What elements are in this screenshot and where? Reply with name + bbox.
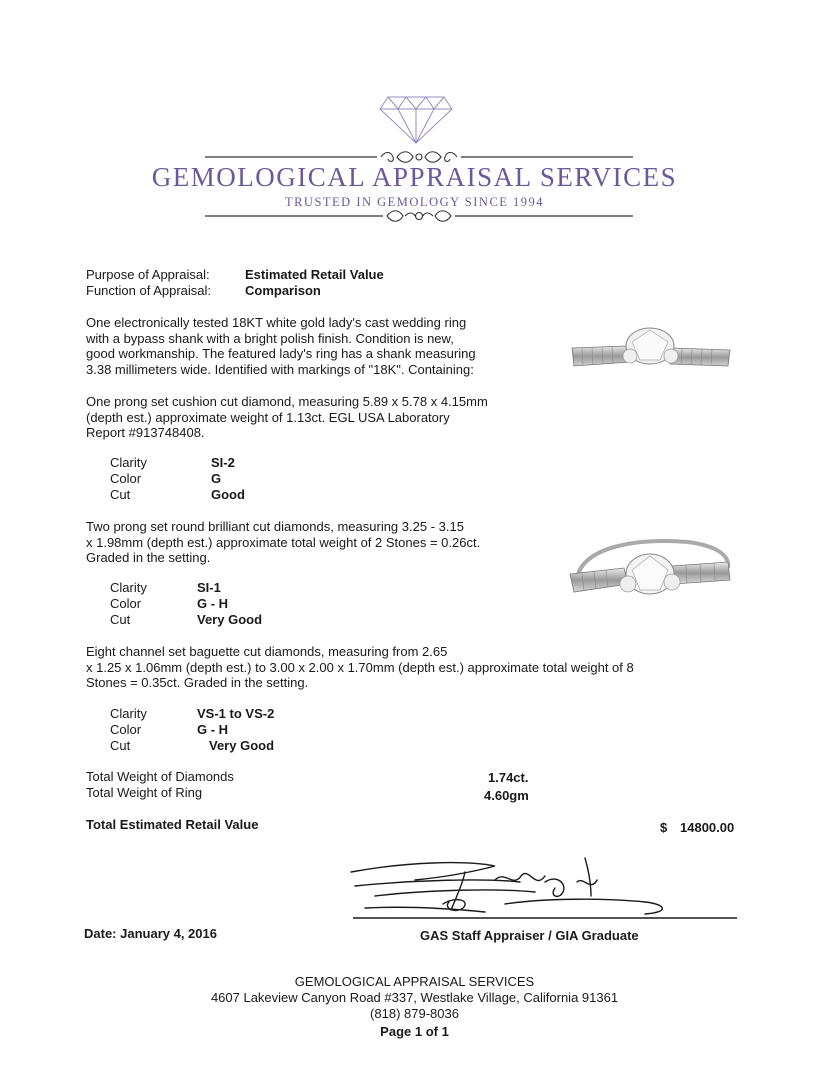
stone2-line: x 1.98mm (depth est.) approximate total weight of 2 Stones = 0.26ct. xyxy=(86,534,481,550)
ring-photo-angled xyxy=(568,528,733,603)
company-tagline: TRUSTED IN GEMOLOGY SINCE 1994 xyxy=(284,195,545,209)
currency-symbol: $ xyxy=(660,820,668,835)
stone3-line: x 1.25 x 1.06mm (depth est.) to 3.00 x 2.00 x 1.70mm (depth est.) approximate total weight of 8 xyxy=(86,659,634,675)
footer-phone: (818) 879-8036 xyxy=(370,1006,459,1021)
stone3-color-label: Color xyxy=(110,722,142,737)
description-line: with a bypass shank with a bright polish finish. Condition is new, xyxy=(86,330,454,346)
appraiser-title: GAS Staff Appraiser / GIA Graduate xyxy=(420,928,639,943)
stone2-cut-label: Cut xyxy=(110,612,131,627)
footer-address: 4607 Lakeview Canyon Road #337, Westlake Village, California 91361 xyxy=(210,990,619,1005)
description-line: 3.38 millimeters wide. Identified with markings of "18K". Containing: xyxy=(86,361,474,377)
ring-photo-side xyxy=(568,322,733,382)
baguette-stones-description xyxy=(86,644,686,691)
stone2-color-label: Color xyxy=(110,596,142,611)
stone1-cut-label: Cut xyxy=(110,487,131,502)
side-stones-description xyxy=(86,519,526,566)
stone1-line: (depth est.) approximate weight of 1.13ct. EGL USA Laboratory xyxy=(86,409,450,425)
total-ring-value: 4.60gm xyxy=(484,788,529,803)
stone2-color-value: G - H xyxy=(197,596,229,611)
stone3-color-value: G - H xyxy=(197,722,229,737)
stone1-line: One prong set cushion cut diamond, measuring 5.89 x 5.78 x 4.15mm xyxy=(86,394,488,409)
stone3-clarity-value: VS-1 to VS-2 xyxy=(197,706,275,721)
stone2-line: Graded in the setting. xyxy=(86,550,211,565)
stone3-cut-value: Very Good xyxy=(209,738,275,753)
total-retail-label: Total Estimated Retail Value xyxy=(86,817,259,832)
ring-description xyxy=(86,315,526,377)
page-number: Page 1 of 1 xyxy=(380,1024,449,1039)
stone1-clarity-label: Clarity xyxy=(110,455,147,470)
appraiser-signature xyxy=(345,852,740,922)
function-label: Function of Appraisal: xyxy=(86,283,212,298)
stone2-cut-value: Very Good xyxy=(197,612,263,627)
stone3-clarity-label: Clarity xyxy=(110,706,147,721)
stone1-clarity-value: SI-2 xyxy=(211,455,235,470)
center-stone-description xyxy=(86,394,526,441)
stone1-line: Report #913748408. xyxy=(86,425,205,440)
stone2-clarity-value: SI-1 xyxy=(197,580,221,595)
description-line: good workmanship. The featured lady's ring has a shank measuring xyxy=(86,346,476,361)
company-logo-title: GEMOLOGICAL APPRAISAL SERVICES xyxy=(151,162,678,192)
total-ring-label: Total Weight of Ring xyxy=(86,785,203,800)
function-value: Comparison xyxy=(245,283,321,298)
header-bottom-ornament xyxy=(205,208,633,224)
stone3-line: Eight channel set baguette cut diamonds, measuring from 2.65 xyxy=(86,644,448,659)
diamond-logo-icon xyxy=(378,95,454,145)
stone2-clarity-label: Clarity xyxy=(110,580,147,595)
description-line: One electronically tested 18KT white gold lady's cast wedding ring xyxy=(86,315,467,330)
stone1-color-label: Color xyxy=(110,471,142,486)
stone1-color-value: G xyxy=(211,471,222,486)
appraisal-date: Date: January 4, 2016 xyxy=(84,926,217,941)
purpose-label: Purpose of Appraisal: xyxy=(86,267,210,282)
total-retail-value: 14800.00 xyxy=(680,820,735,835)
stone1-cut-value: Good xyxy=(211,487,245,502)
total-diamonds-value: 1.74ct. xyxy=(488,770,529,785)
stone2-line: Two prong set round brilliant cut diamonds, measuring 3.25 - 3.15 xyxy=(86,519,464,534)
purpose-value: Estimated Retail Value xyxy=(245,267,384,282)
footer-company: GEMOLOGICAL APPRAISAL SERVICES xyxy=(294,974,535,989)
stone3-line: Stones = 0.35ct. Graded in the setting. xyxy=(86,675,309,690)
stone3-cut-label: Cut xyxy=(110,738,131,753)
total-diamonds-label: Total Weight of Diamonds xyxy=(86,769,234,784)
